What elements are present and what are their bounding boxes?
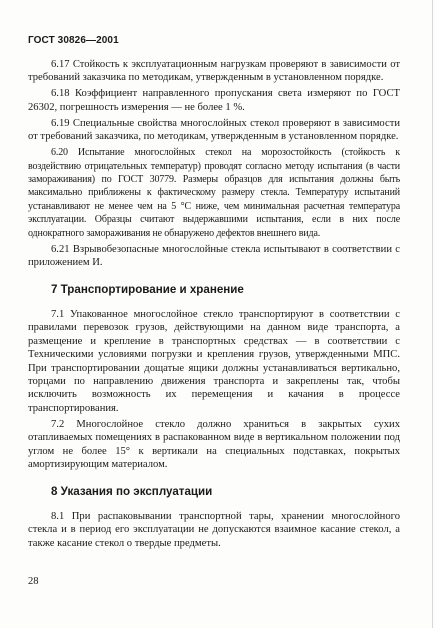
paragraph-6-21: 6.21 Взрывобезопасные многослойные стекла испытывают в соответствии с приложением И. <box>28 243 400 269</box>
paragraph-7-1: 7.1 Упакованное многослойное стекло транспортируют в соответствии с правилами перевозок грузов, действующими на данном виде транспорта, а размещение и крепление в транспортных средствах — в соответствии с Техническими условиями погрузки и крепления грузов, утвержденными МПС. При транспортировании дощатые ящики должны устанавливаться вертикально, торцами по направлению движения транспорта и закреплены так, чтобы исключить возможность их перемещения и качания в процессе транспортирования. <box>28 308 400 414</box>
paragraph-6-18: 6.18 Коэффициент направленного пропускания света измеряют по ГОСТ 26302, погрешность измерения — не более 1 %. <box>28 88 400 113</box>
paragraph-6-17: 6.17 Стойкость к эксплуатационным нагрузкам проверяют в зависимости от требований заказчика по методикам, утвержденным в установленном порядке. <box>28 59 400 84</box>
document-header-code: ГОСТ 30826—2001 <box>28 35 119 46</box>
paragraph-6-20: 6.20 Испытание многослойных стекол на морозостойкость (стойкость к воздействию отрицательных температур) проводят согласно методу испытания (в части замораживания) по ГОСТ 30779. Размеры образцов для испытания должны быть максимально приближены к фактическому размеру стекла. Температуру испытаний устанавливают не менее чем на 5 °С ниже, чем минимальная расчетная температура эксплуатации. Образцы считают выдержавшими испытания, если в них после однократного замораживания не обнаружено дефектов внешнего вида. <box>28 147 400 239</box>
section-title-8: 8 Указания по эксплуатации <box>51 485 213 499</box>
page-edge-line <box>432 0 433 628</box>
paragraph-7-2: 7.2 Многослойное стекло должно храниться в закрытых сухих отапливаемых помещениях в распакованном виде в вертикальном положении под углом не более 15° к вертикали на специальных подставках, покрытых амортизирующим материалом. <box>28 418 400 470</box>
document-body <box>28 58 400 553</box>
paragraph-8-1: 8.1 При распаковывании транспортной тары, хранении многослойного стекла и в период его эксплуатации не допускаются взаимное касание стекол, а также касание стекол о твердые предметы. <box>28 510 400 549</box>
paragraph-6-19: 6.19 Специальные свойства многослойных стекол проверяют в зависимости от требований заказчика, по методикам, утвержденным в установленном порядке. <box>28 117 400 143</box>
page-number: 28 <box>28 576 39 587</box>
section-title-7: 7 Транспортирование и хранение <box>51 283 244 297</box>
